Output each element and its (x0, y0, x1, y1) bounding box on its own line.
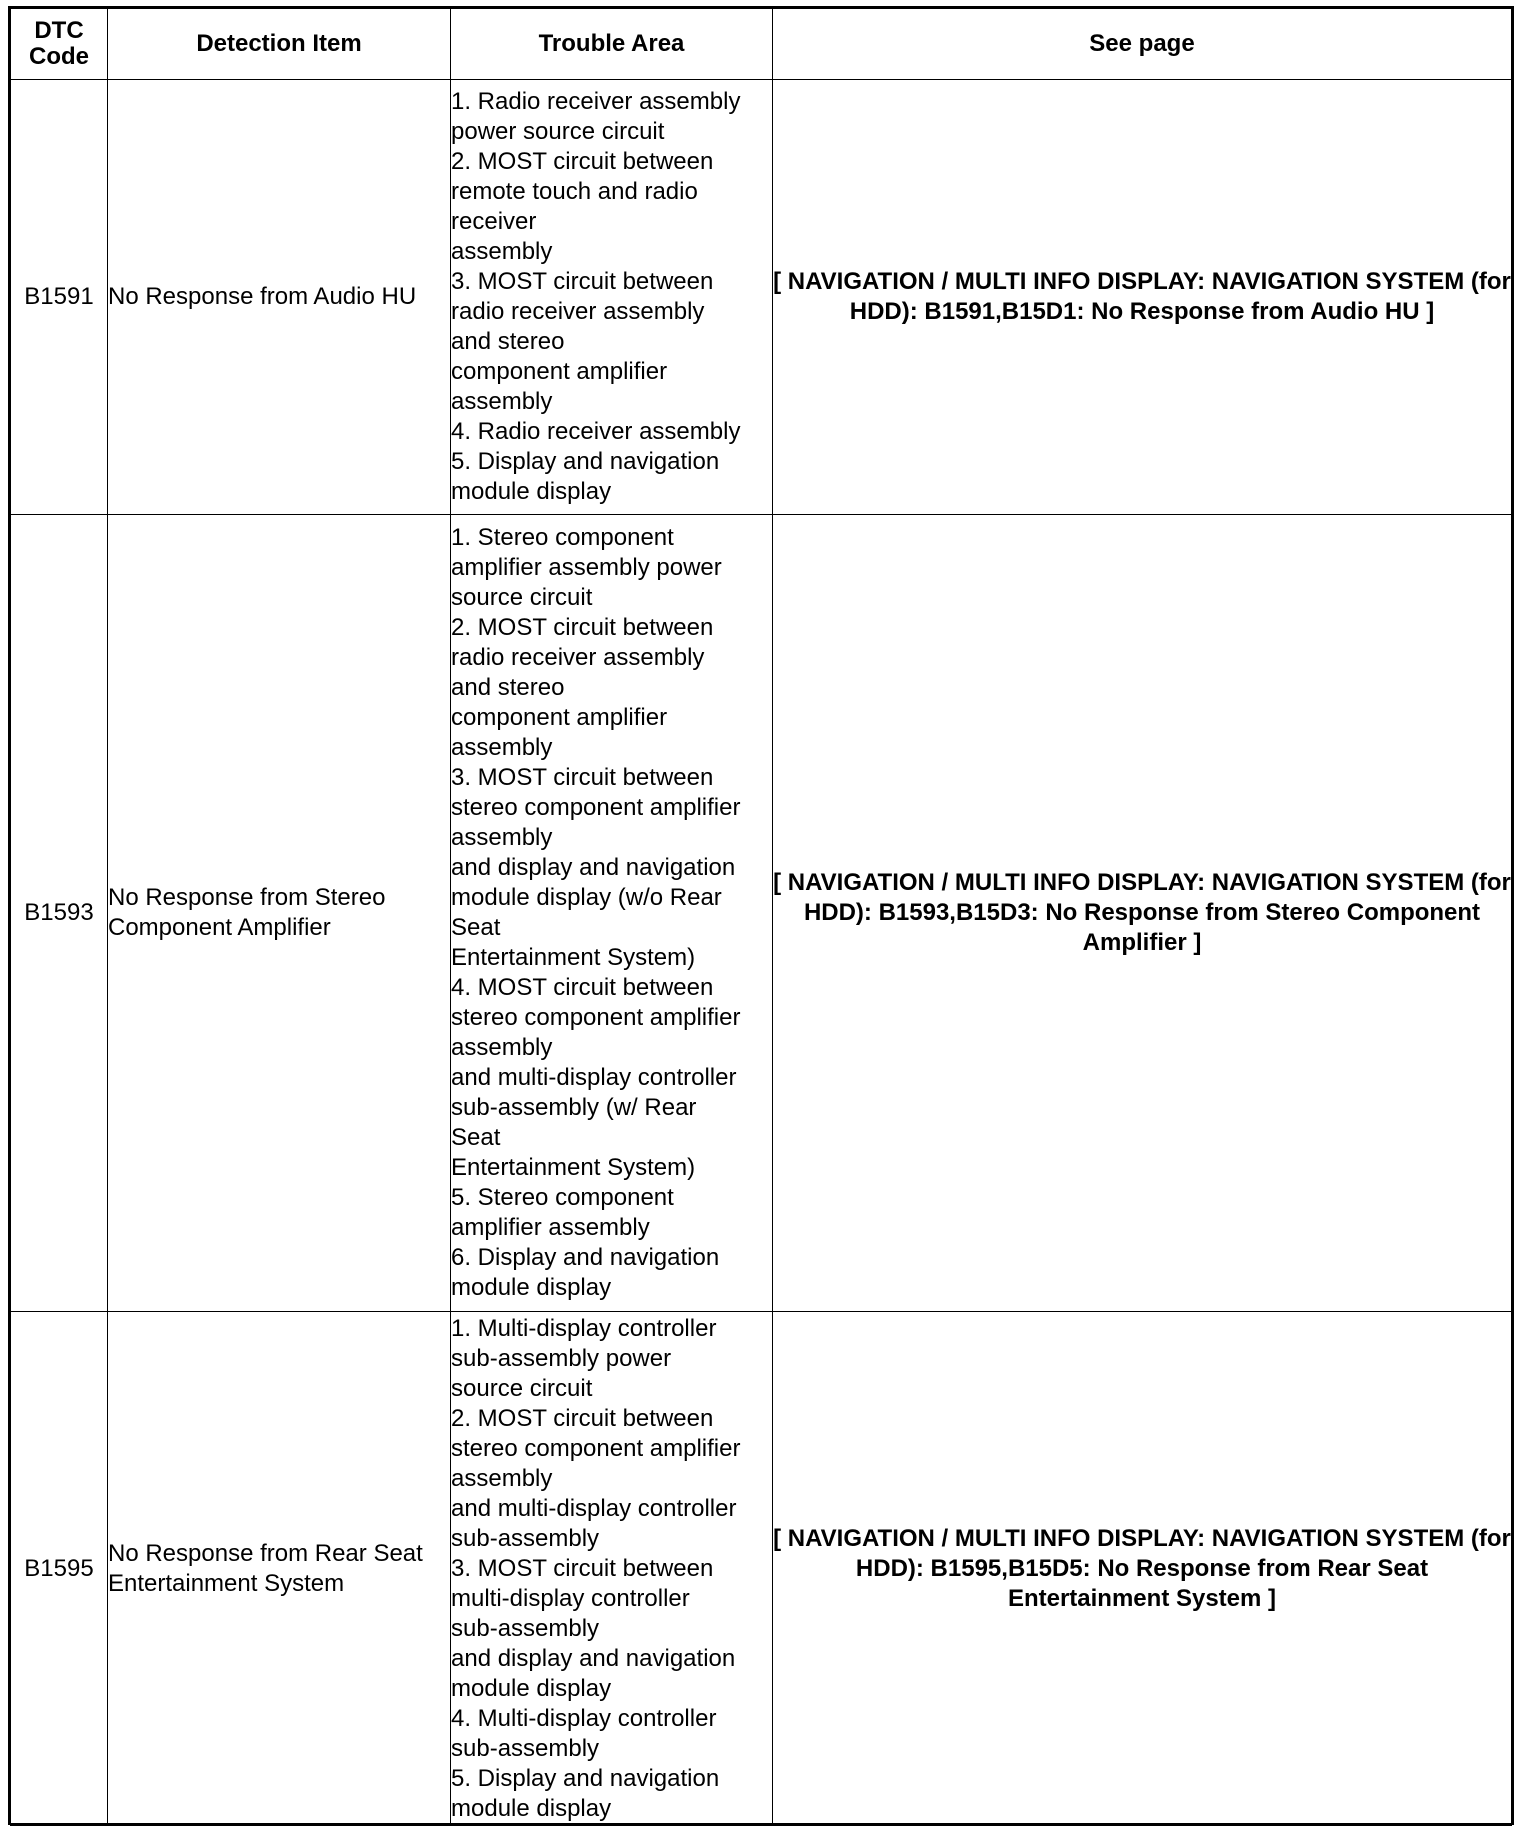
trouble-area-line: source circuit (451, 1374, 593, 1402)
trouble-area-line: 2. MOST circuit between (451, 1404, 714, 1432)
trouble-area-line: 5. Display and navigation (451, 1764, 720, 1792)
trouble-area-line: Entertainment System) (451, 944, 696, 971)
trouble-area-line: assembly (451, 388, 553, 415)
trouble-area-line: module display (w/o Rear (451, 884, 722, 911)
trouble-area-line: Entertainment System) (451, 1154, 696, 1181)
detection-item-cell: No Response from Rear Seat Entertainment System (108, 1312, 451, 1826)
trouble-area-line: component amplifier (451, 358, 668, 385)
trouble-area-line: assembly (451, 1034, 553, 1061)
trouble-area-line: 3. MOST circuit between (451, 1554, 714, 1582)
trouble-area-line: 6. Display and navigation (451, 1244, 720, 1271)
trouble-area-line: sub-assembly power (451, 1344, 672, 1372)
trouble-area-line: remote touch and radio (451, 178, 698, 205)
trouble-area-line: and multi-display controller (451, 1064, 737, 1091)
trouble-area-line: Seat (451, 914, 501, 941)
trouble-area-line: receiver (451, 208, 537, 235)
trouble-area-line: radio receiver assembly (451, 298, 705, 325)
trouble-area-line: 4. Multi-display controller (451, 1704, 717, 1732)
detection-item-cell: No Response from Stereo Component Amplifier (108, 515, 451, 1312)
trouble-area-line: component amplifier (451, 704, 668, 731)
trouble-area-line: 4. MOST circuit between (451, 974, 714, 1001)
trouble-area-line: sub-assembly (451, 1734, 600, 1762)
trouble-area-line: Seat (451, 1124, 501, 1151)
header-dtc-code (11, 9, 108, 80)
trouble-area-line: stereo component amplifier (451, 1434, 741, 1462)
trouble-area-line: stereo component amplifier (451, 1004, 741, 1031)
trouble-area-line: assembly (451, 1464, 553, 1492)
dtc-table-sheet (8, 6, 1514, 1825)
see-page-link[interactable]: [ NAVIGATION / MULTI INFO DISPLAY: NAVIGATION SYSTEM (for HDD): B1593,B15D3: No Response from Stereo Component Amplifier ] (773, 515, 1512, 1312)
table-row (11, 515, 1512, 1312)
trouble-area-line: 1. Radio receiver assembly (451, 88, 741, 115)
trouble-area-line: 5. Stereo component (451, 1184, 674, 1211)
trouble-area-line: assembly (451, 238, 553, 265)
trouble-area-line: 4. Radio receiver assembly (451, 418, 741, 445)
see-page-link[interactable]: [ NAVIGATION / MULTI INFO DISPLAY: NAVIGATION SYSTEM (for HDD): B1591,B15D1: No Response from Audio HU ] (773, 80, 1512, 515)
trouble-area-cell (451, 80, 773, 515)
table-row (11, 80, 1512, 515)
dtc-code-cell: B1593 (11, 515, 108, 1312)
trouble-area-line: 1. Multi-display controller (451, 1314, 717, 1342)
trouble-area-line: stereo component amplifier (451, 794, 741, 821)
trouble-area-line: 3. MOST circuit between (451, 268, 714, 295)
trouble-area-line: 5. Display and navigation (451, 448, 720, 475)
detection-item-cell: No Response from Audio HU (108, 80, 451, 515)
dtc-table (10, 8, 1512, 1826)
trouble-area-line: amplifier assembly (451, 1214, 650, 1241)
header-see-page: See page (773, 9, 1512, 80)
trouble-area-line: radio receiver assembly (451, 644, 705, 671)
trouble-area-line: and multi-display controller (451, 1494, 737, 1522)
trouble-area-line: module display (451, 1794, 612, 1822)
see-page-link[interactable]: [ NAVIGATION / MULTI INFO DISPLAY: NAVIGATION SYSTEM (for HDD): B1595,B15D5: No Response from Rear Seat Entertainment System ] (773, 1312, 1512, 1826)
trouble-area-line: 3. MOST circuit between (451, 764, 714, 791)
trouble-area-line: and display and navigation (451, 1644, 736, 1672)
trouble-area-line: sub-assembly (w/ Rear (451, 1094, 697, 1121)
header-detection-item: Detection Item (108, 9, 451, 80)
header-trouble-area: Trouble Area (451, 9, 773, 80)
trouble-area-line: 2. MOST circuit between (451, 614, 714, 641)
trouble-area-line: power source circuit (451, 118, 665, 145)
dtc-code-cell: B1591 (11, 80, 108, 515)
trouble-area-line: assembly (451, 824, 553, 851)
trouble-area-line: assembly (451, 734, 553, 761)
trouble-area-line: 1. Stereo component (451, 524, 674, 551)
trouble-area-line: sub-assembly (451, 1614, 600, 1642)
trouble-area-line: module display (451, 1274, 612, 1301)
header-dtc-code-label: DTC Code (29, 17, 89, 70)
header-row (11, 9, 1512, 80)
trouble-area-line: module display (451, 1674, 612, 1702)
trouble-area-line: and display and navigation (451, 854, 736, 881)
trouble-area-line: multi-display controller (451, 1584, 690, 1612)
trouble-area-line: amplifier assembly power (451, 554, 722, 581)
trouble-area-cell (451, 1312, 773, 1826)
trouble-area-line: and stereo (451, 674, 565, 701)
trouble-area-cell (451, 515, 773, 1312)
trouble-area-line: module display (451, 478, 612, 505)
trouble-area-line: and stereo (451, 328, 565, 355)
trouble-area-line: source circuit (451, 584, 593, 611)
dtc-code-cell: B1595 (11, 1312, 108, 1826)
trouble-area-line: sub-assembly (451, 1524, 600, 1552)
trouble-area-line: 2. MOST circuit between (451, 148, 714, 175)
table-row (11, 1312, 1512, 1826)
